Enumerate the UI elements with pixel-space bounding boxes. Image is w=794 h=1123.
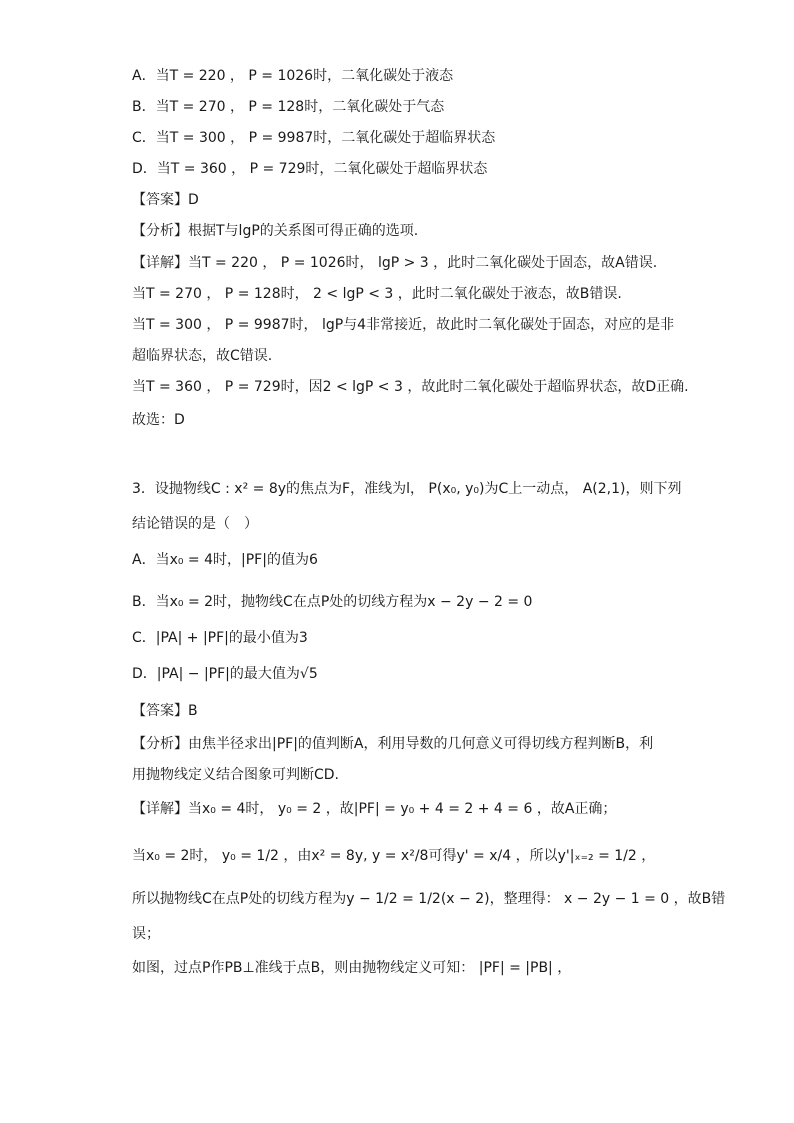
text-line: D．|PA| − |PF|的最大值为√5 [132, 666, 318, 682]
text-line: 【详解】当T = 220 ， P = 1026时， lgP > 3 ，此时二氧化碳处于固态，故A错误. [132, 255, 658, 271]
text-line: C．|PA| + |PF|的最小值为3 [132, 630, 308, 646]
text-line: 3．设抛物线C : x² = 8y的焦点为F，准线为l， P(x₀, y₀)为C上一动点， A(2,1)，则下列 [132, 481, 682, 497]
text-line: B．当T = 270 ， P = 128时，二氧化碳处于气态 [132, 99, 445, 115]
text-line: 当x₀ = 2时， y₀ = 1/2 ，由x² = 8y, y = x²/8可得y' = x/4 ，所以y'|ₓ₌₂ = 1/2 ， [132, 848, 656, 864]
text-line: C．当T = 300 ， P = 9987时，二氧化碳处于超临界状态 [132, 130, 496, 146]
text-line: 当T = 270 ， P = 128时， 2 < lgP < 3 ，此时二氧化碳处于液态，故B错误. [132, 286, 622, 302]
text-line: 【分析】由焦半径求出|PF|的值判断A，利用导数的几何意义可得切线方程判断B，利 [132, 736, 654, 752]
text-line: 【详解】当x₀ = 4时， y₀ = 2 ，故|PF| = y₀ + 4 = 2 + 4 = 6 ，故A正确； [132, 801, 617, 817]
text-line: A．当T = 220 ， P = 1026时，二氧化碳处于液态 [132, 68, 454, 84]
text-line: 【答案】D [132, 192, 199, 208]
text-line: 超临界状态，故C错误. [132, 348, 273, 364]
text-line: 当T = 300 ， P = 9987时， lgP与4非常接近，故此时二氧化碳处于固态，对应的是非 [132, 317, 675, 333]
text-line: 【分析】根据T与lgP的关系图可得正确的选项. [132, 223, 419, 239]
text-line: 当T = 360 ， P = 729时，因2 < lgP < 3 ，故此时二氧化碳处于超临界状态，故D正确. [132, 379, 689, 395]
text-line: A．当x₀ = 4时，|PF|的值为6 [132, 552, 318, 568]
text-line: 误； [132, 926, 160, 942]
text-line: D．当T = 360 ， P = 729时，二氧化碳处于超临界状态 [132, 161, 488, 177]
text-line: 用抛物线定义结合图象可判断CD. [132, 767, 340, 783]
text-line: 故选：D [132, 412, 185, 428]
text-line: 如图，过点P作PB⊥准线于点B，则由抛物线定义可知： |PF| = |PB| ， [132, 960, 572, 976]
text-line: 所以抛物线C在点P处的切线方程为y − 1/2 = 1/2(x − 2)，整理得： x − 2y − 1 = 0 ，故B错 [132, 891, 726, 907]
text-line: B．当x₀ = 2时，抛物线C在点P处的切线方程为x − 2y − 2 = 0 [132, 594, 533, 610]
text-line: 【答案】B [132, 703, 198, 719]
text-line: 结论错误的是（ ） [132, 516, 258, 532]
